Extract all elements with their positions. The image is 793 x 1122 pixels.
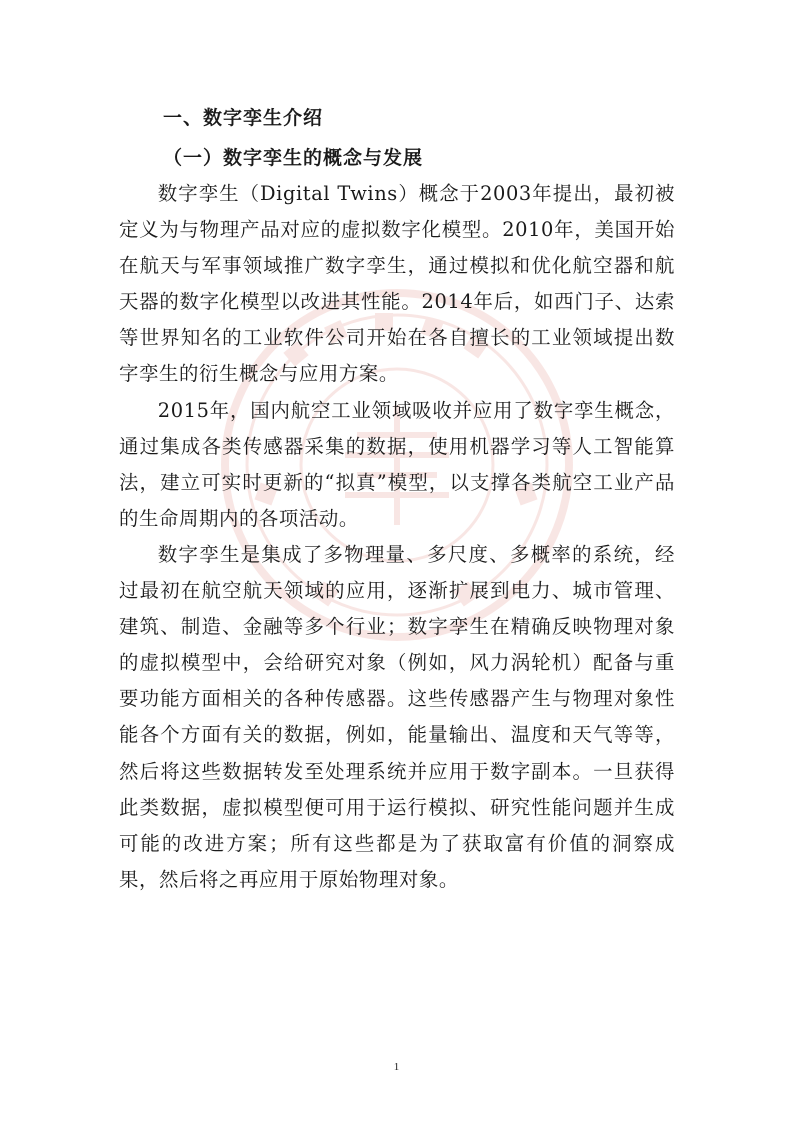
paragraph: 数字孪生（Digital Twins）概念于2003年提出，最初被定义为与物理产品对应的虚拟数字化模型。2010年，美国开始在航天与军事领域推广数字孪生，通过模拟和优化航空器和航天器的数字化模型以改进其性能。2014年后，如西门子、达索等世界知名的工业软件公司开始在各自擅长的工业领域提出数字孪生的衍生概念与应用方案。 (119, 182, 675, 386)
paragraph: 数字孪生是集成了多物理量、多尺度、多概率的系统，经过最初在航空航天领域的应用，逐渐扩展到电力、城市管理、建筑、制造、金融等多个行业；数字孪生在精确反映物理对象的虚拟模型中，会给研究对象（例如，风力涡轮机）配备与重要功能方面相关的各种传感器。这些传感器产生与物理对象性能各个方面有关的数据，例如，能量输出、温度和天气等等，然后将这些数据转发至处理系统并应用于数字副本。一旦获得此类数据，虚拟模型便可用于运行模拟、研究性能问题并生成可能的改进方案；所有这些都是为了获取富有价值的洞察成果，然后将之再应用于原始物理对象。 (119, 542, 675, 891)
subsection-heading: （一）数字孪生的概念与发展 (163, 147, 424, 169)
section-heading: 一、数字孪生介绍 (163, 107, 324, 129)
page-number: 1 (393, 1061, 400, 1073)
body-text (119, 176, 675, 898)
paragraph: 2015年，国内航空工业领域吸收并应用了数字孪生概念，通过集成各类传感器采集的数据，使用机器学习等人工智能算法，建立可实时更新的“拟真”模型，以支撑各类航空工业产品的生命周期内的各项活动。 (119, 398, 675, 530)
